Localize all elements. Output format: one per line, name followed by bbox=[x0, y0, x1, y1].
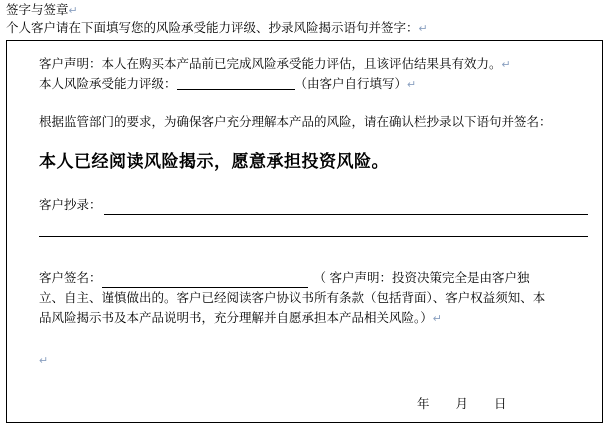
paragraph-mark-icon: ↵ bbox=[407, 79, 417, 91]
date-day-label: 日 bbox=[494, 397, 533, 411]
spacer bbox=[39, 237, 588, 259]
intro-text-label: 个人客户请在下面填写您的风险承受能力评级、抄录风险揭示语句并签字： bbox=[6, 21, 419, 35]
spacer bbox=[39, 174, 588, 196]
spacer bbox=[39, 329, 588, 351]
signature-label: 客户签名： bbox=[39, 271, 102, 285]
transcription-instruction-text: 根据监管部门的要求，为确保客户充分理解本产品的风险，请在确认栏抄录以下语句并签名： bbox=[39, 115, 552, 129]
date-year-label: 年 bbox=[417, 397, 456, 411]
trailing-paragraph-mark bbox=[39, 351, 588, 369]
risk-rating-input[interactable] bbox=[177, 76, 295, 90]
risk-statement-text: 本人已经阅读风险揭示，愿意承担投资风险。 bbox=[39, 152, 389, 171]
paragraph-mark-icon: ↵ bbox=[39, 355, 49, 367]
signature-note-line-2: 立、自主、谨慎做出的。客户已经阅读客户协议书所有条款（包括背面）、客户权益须知、本 bbox=[39, 291, 546, 305]
date-month-label: 月 bbox=[455, 397, 495, 411]
paragraph-mark-icon: ↵ bbox=[418, 23, 428, 35]
risk-rating-note: （由客户自行填写） bbox=[294, 77, 408, 91]
transcription-label: 客户抄录： bbox=[39, 198, 102, 212]
risk-rating-label: 本人风险承受能力评级： bbox=[39, 77, 177, 91]
customer-declaration-text: 客户声明：本人在购买本产品前已完成风险承受能力评估，且该评估结果具有效力。 bbox=[39, 57, 502, 71]
signature-note-line-3 bbox=[39, 308, 588, 329]
transcription-row bbox=[39, 196, 588, 215]
spacer bbox=[39, 95, 588, 113]
signature-row bbox=[39, 269, 588, 288]
spacer bbox=[39, 259, 588, 269]
paragraph-mark-icon: ↵ bbox=[68, 5, 78, 17]
risk-rating-row bbox=[39, 75, 588, 95]
paragraph-mark-icon: ↵ bbox=[432, 313, 442, 325]
transcription-input[interactable] bbox=[104, 201, 588, 215]
signature-note-line-3-text: 品风险揭示书及本产品说明书，充分理解并自愿承担本产品相关风险。） bbox=[39, 311, 433, 325]
intro-text bbox=[6, 20, 428, 38]
section-heading bbox=[6, 2, 78, 19]
date-row bbox=[417, 394, 533, 412]
signature-box bbox=[6, 40, 603, 423]
spacer bbox=[39, 132, 588, 150]
transcription-instruction bbox=[39, 113, 588, 132]
paragraph-mark-icon: ↵ bbox=[501, 59, 511, 71]
signature-note-line-1: （ 客户声明：投资决策完全是由客户独 bbox=[313, 271, 530, 285]
signature-box-content bbox=[39, 55, 588, 369]
customer-declaration bbox=[39, 55, 588, 75]
signature-input[interactable] bbox=[102, 274, 308, 288]
section-heading-text: 签字与签章 bbox=[6, 3, 69, 17]
risk-statement bbox=[39, 150, 588, 174]
